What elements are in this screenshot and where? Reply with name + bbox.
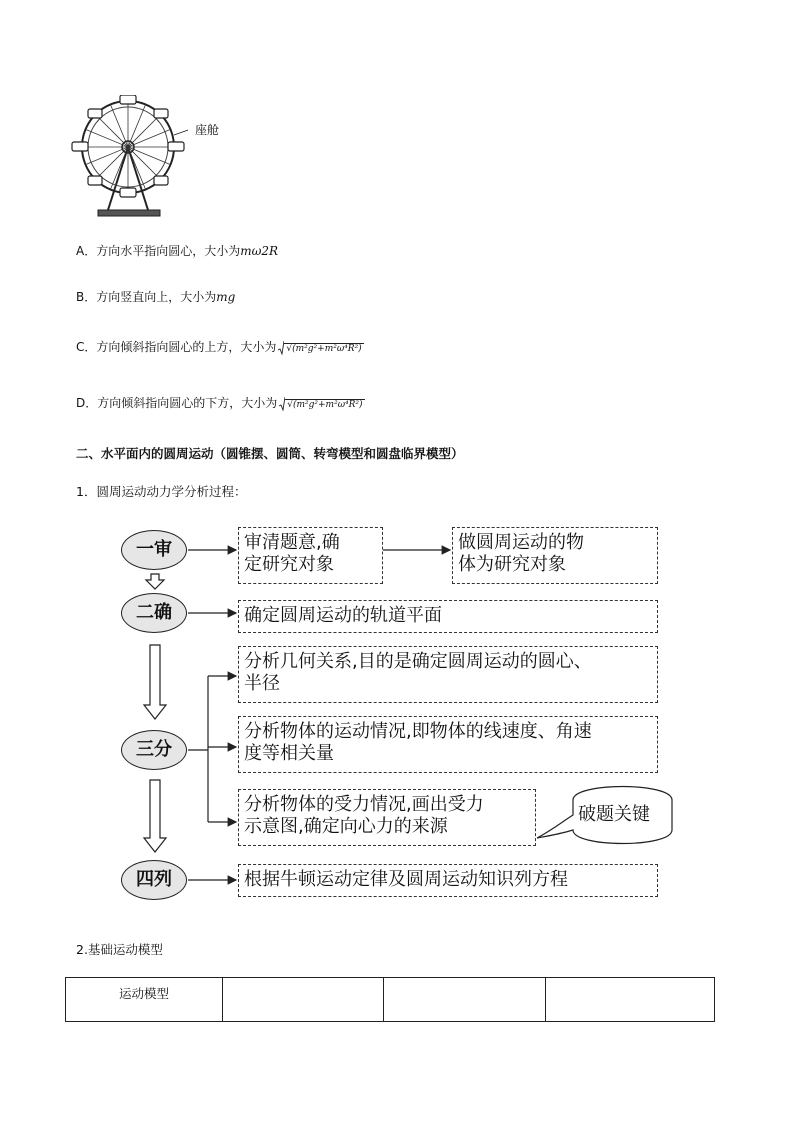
shen-box-2-line-2: 体为研究对象 [458, 554, 566, 575]
step-shen-label: 一审 [136, 539, 172, 560]
fen-box-2-line-2: 度等相关量 [244, 743, 334, 764]
model-table [65, 977, 715, 1022]
item-2-title: 2.基础运动模型 [76, 942, 163, 957]
option-a-text: A．方向水平指向圆心，大小为 [76, 244, 241, 258]
fen-box-1 [238, 646, 658, 703]
fen-box-3 [238, 789, 536, 846]
seat-label: 座舱 [195, 123, 220, 137]
item-1-title: 1．圆周运动动力学分析过程： [76, 484, 247, 499]
table-header-cell: 运动模型 [66, 978, 223, 1022]
option-b-text: B．方向竖直向上，大小为 [76, 290, 217, 304]
fen-box-1-line-1: 分析几何关系,目的是确定圆周运动的圆心、 [244, 651, 592, 672]
step-fen [121, 730, 187, 770]
table-row [66, 978, 715, 1022]
table-header-cell [546, 978, 715, 1022]
que-box-text: 确定圆周运动的轨道平面 [244, 605, 442, 626]
option-d-formula: √(m²g²+m²ω⁴R²) [287, 400, 363, 410]
option-a-formula: mω2R [240, 244, 279, 258]
step-lie-label: 四列 [136, 869, 172, 890]
shen-box-2-line-1: 做圆周运动的物 [458, 532, 584, 553]
section-title: 二、水平面内的圆周运动（圆锥摆、圆筒、转弯模型和圆盘临界模型） [76, 446, 464, 461]
table-header-cell [384, 978, 546, 1022]
option-c-text: C．方向倾斜指向圆心的上方，大小为 [76, 340, 277, 354]
shen-box-1-line-1: 审清题意,确 [244, 532, 340, 553]
que-box [238, 600, 658, 633]
step-que-label: 二确 [136, 602, 172, 623]
step-que [121, 593, 187, 633]
fen-box-3-line-2: 示意图,确定向心力的来源 [244, 816, 448, 837]
fen-box-1-line-2: 半径 [244, 673, 280, 694]
shen-box-1 [238, 527, 383, 584]
option-d-text: D．方向倾斜指向圆心的下方，大小为 [76, 396, 278, 410]
fen-box-2 [238, 716, 658, 773]
callout-label: 破题关键 [578, 804, 650, 825]
lie-box [238, 864, 658, 897]
step-lie [121, 860, 187, 900]
fen-box-2-line-1: 分析物体的运动情况,即物体的线速度、角速 [244, 721, 592, 742]
lie-box-text: 根据牛顿运动定律及圆周运动知识列方程 [244, 869, 568, 890]
table-header-cell [223, 978, 384, 1022]
shen-box-1-line-2: 定研究对象 [244, 554, 334, 575]
step-shen [121, 530, 187, 570]
option-b-formula: mg [216, 290, 236, 304]
shen-box-2 [452, 527, 658, 584]
fen-box-3-line-1: 分析物体的受力情况,画出受力 [244, 794, 484, 815]
option-c-formula: √(m²g²+m²ω⁴R²) [286, 344, 362, 354]
step-fen-label: 三分 [136, 739, 172, 760]
